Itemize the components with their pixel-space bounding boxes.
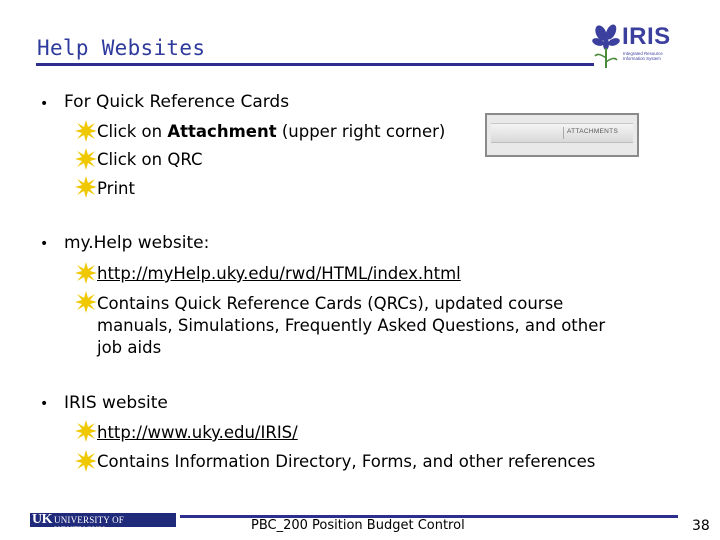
section-heading: For Quick Reference Cards bbox=[64, 92, 290, 112]
starburst-bullet-icon bbox=[75, 291, 97, 313]
starburst-bullet-icon bbox=[75, 450, 97, 472]
starburst-bullet-icon bbox=[75, 262, 97, 284]
list-item: Print bbox=[97, 179, 135, 198]
list-item bbox=[97, 293, 605, 359]
starburst-bullet-icon bbox=[75, 420, 97, 442]
iris-flower-icon bbox=[592, 22, 622, 70]
toolbar-separator bbox=[563, 127, 564, 139]
toolbar-strip bbox=[491, 123, 633, 143]
list-item-line: Contains Quick Reference Cards (QRCs), updated course bbox=[97, 294, 564, 313]
list-item-line: job aids bbox=[97, 338, 162, 357]
myhelp-link[interactable]: http://myHelp.uky.edu/rwd/HTML/index.html bbox=[97, 264, 461, 283]
attachments-screenshot bbox=[485, 113, 639, 157]
section-heading: my.Help website: bbox=[64, 233, 210, 253]
attachments-button: ATTACHMENTS bbox=[567, 128, 619, 135]
list-item-line: manuals, Simulations, Frequently Asked Questions, and other bbox=[97, 316, 606, 335]
starburst-bullet-icon bbox=[75, 176, 97, 198]
list-item bbox=[97, 121, 445, 143]
iris-link[interactable]: http://www.uky.edu/IRIS/ bbox=[97, 423, 298, 442]
list-item: Click on QRC bbox=[97, 150, 203, 169]
logo-tagline: Integrated Resource Information System bbox=[623, 51, 663, 62]
list-item bbox=[97, 422, 298, 444]
footer-course-title: PBC_200 Position Budget Control bbox=[251, 518, 465, 533]
page-title: Help Websites bbox=[37, 36, 206, 60]
uk-logo bbox=[30, 512, 176, 535]
uk-mark: UK bbox=[32, 512, 52, 527]
title-divider bbox=[36, 63, 594, 66]
section-heading: IRIS website bbox=[64, 393, 168, 413]
list-item: Contains Information Directory, Forms, and other references bbox=[97, 452, 596, 471]
attachment-term: Attachment bbox=[167, 122, 277, 141]
logo-wordmark: IRIS bbox=[622, 23, 671, 50]
list-item-text: Click on bbox=[97, 122, 168, 141]
page-number: 38 bbox=[692, 518, 710, 534]
starburst-bullet-icon bbox=[75, 120, 97, 142]
iris-logo bbox=[592, 22, 670, 70]
bullet-dot-icon: • bbox=[40, 396, 49, 412]
uk-name: UNIVERSITY OF KENTUCKY bbox=[54, 515, 125, 535]
list-item-text: (upper right corner) bbox=[276, 122, 446, 141]
starburst-bullet-icon bbox=[75, 148, 97, 170]
list-item bbox=[97, 263, 461, 285]
bullet-dot-icon: • bbox=[40, 96, 49, 112]
bullet-dot-icon: • bbox=[40, 236, 49, 252]
